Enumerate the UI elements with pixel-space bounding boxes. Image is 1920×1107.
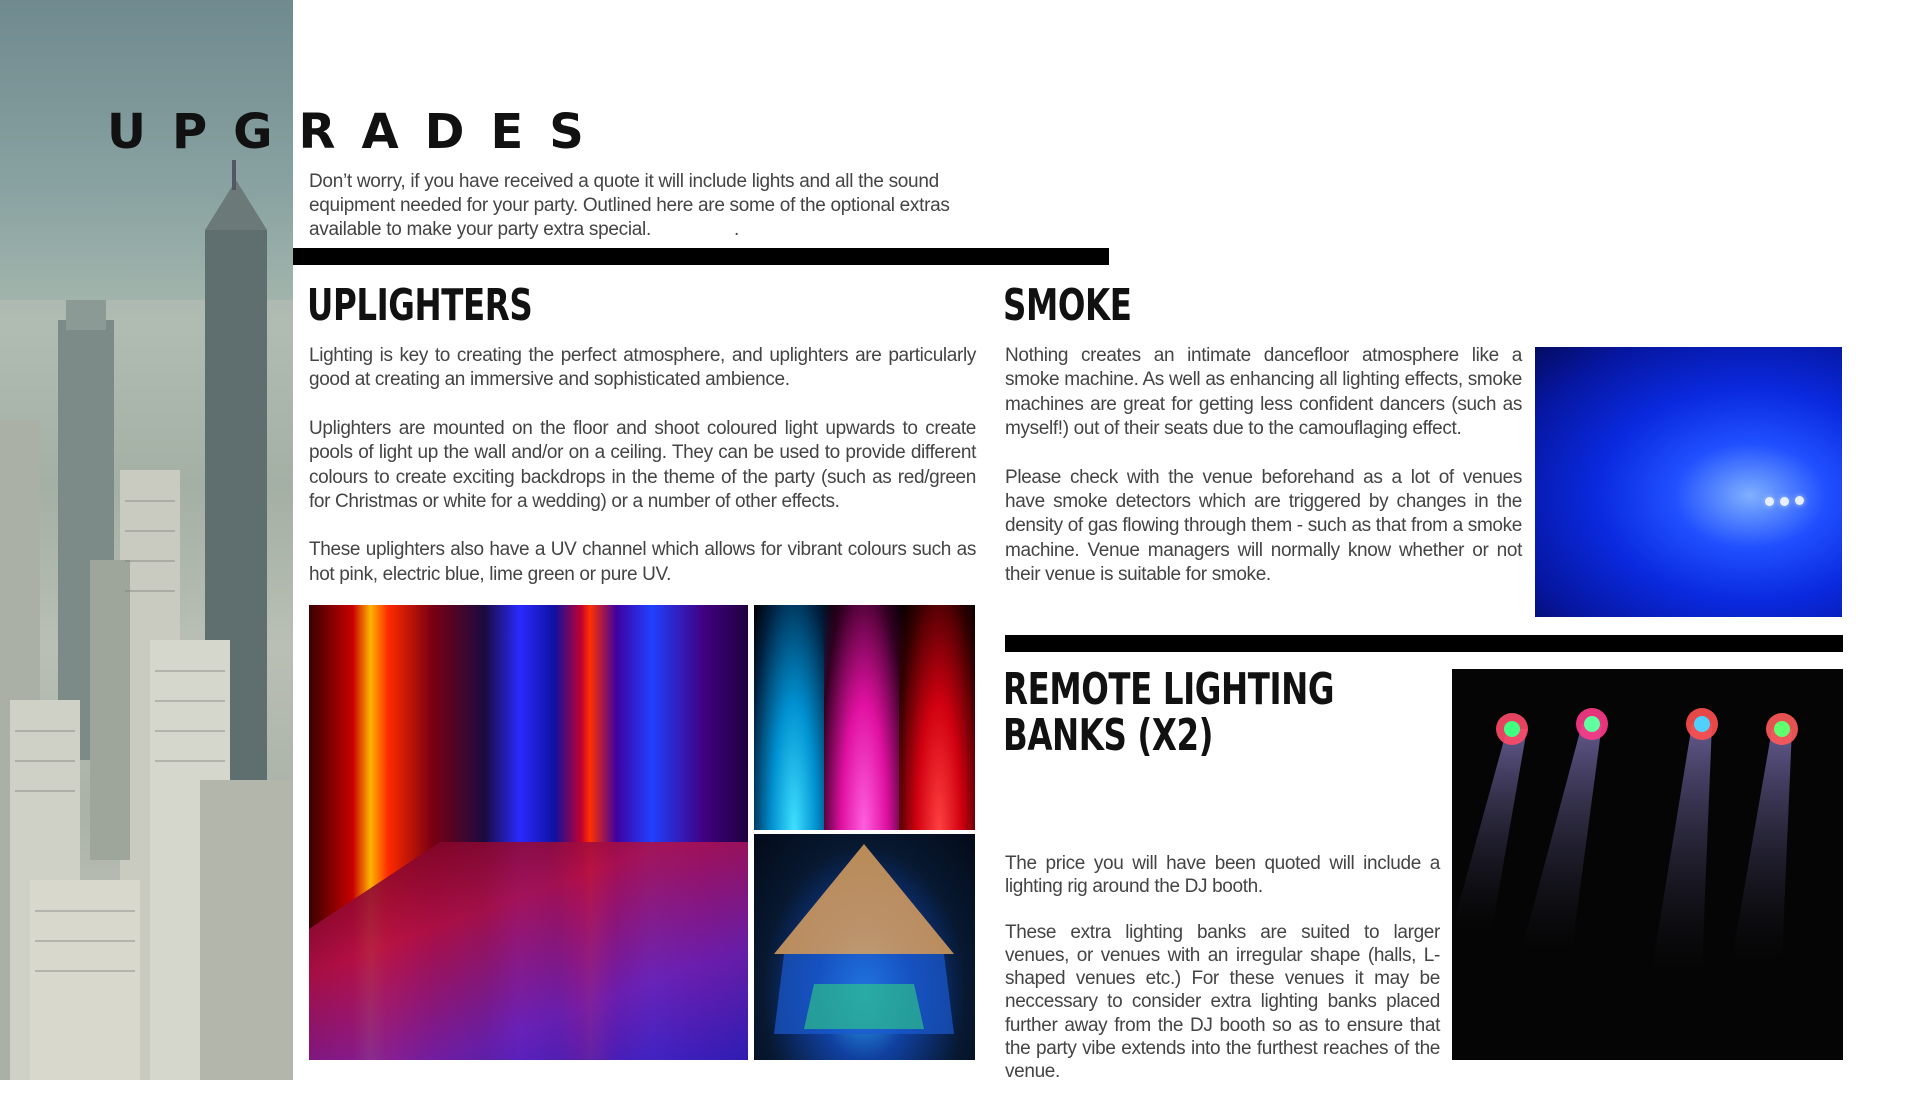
uplighter-colors-photo	[754, 605, 975, 830]
remote-lighting-section	[1003, 664, 1433, 761]
smoke-body	[1005, 344, 1522, 612]
divider-mid	[1005, 635, 1843, 652]
uplighter-wall-photo	[309, 605, 748, 1060]
tipi-tent-photo	[754, 834, 975, 1060]
remote-paragraph-2: These extra lighting banks are suited to larger venues, or venues with an irregular shape (halls, L-shaped venues etc.) For these venues it may be neccessary to consider extra lighting banks placed further away from the DJ booth so as to ensure that the party vibe extends into the furthest reaches of the venue.	[1005, 921, 1440, 1083]
divider-top	[293, 248, 1109, 265]
lighting-banks-photo	[1452, 669, 1843, 1060]
page-title: UPGRADES	[107, 104, 610, 160]
uplighter-floor-reflection	[309, 842, 748, 1060]
remote-heading-line-1: REMOTE LIGHTING	[1003, 664, 1335, 715]
red-glow	[899, 605, 975, 830]
smoke-section	[1003, 282, 1503, 330]
remote-paragraph-1: The price you will have been quoted will include a lighting rig around the DJ booth.	[1005, 853, 1440, 898]
remote-heading-line-2: BANKS (X2)	[1003, 710, 1214, 761]
uplighters-section	[307, 282, 977, 330]
uplighters-paragraph-2: Uplighters are mounted on the floor and shoot coloured light upwards to create pools of light up the wall and/or on a ceiling. They can be used to provide different colours to create exciting backdrops in the theme of the party (such as red/green for Christmas or white for a wedding) or a number of other effects.	[309, 417, 976, 513]
tipi-shape	[754, 834, 975, 1060]
remote-body	[1005, 852, 1440, 1107]
intro-paragraph: Don’t worry, if you have received a quote it will include lights and all the sound equipment needed for your party. Outlined here are some of the optional extras available to make your party extra special.	[309, 171, 950, 240]
uplighters-body	[309, 344, 976, 611]
uplighters-paragraph-1: Lighting is key to creating the perfect atmosphere, and uplighters are particularly good at creating an immersive and sophisticated ambience.	[309, 345, 976, 391]
magenta-glow	[824, 605, 904, 830]
smoke-paragraph-1: Nothing creates an intimate dancefloor atmosphere like a smoke machine. As well as enhancing all lighting effects, smoke machines are great for getting less confident dancers (such as myself!) out of their seats due to the camouflaging effect.	[1005, 345, 1522, 440]
intro-trailing-dot: .	[733, 219, 739, 240]
uplighters-paragraph-3: These uplighters also have a UV channel which allows for vibrant colours such as hot pink, electric blue, lime green or pure UV.	[309, 539, 976, 585]
smoke-paragraph-2: Please check with the venue beforehand as a lot of venues have smoke detectors which are triggered by changes in the density of gas flowing through them - such as that from a smoke machine. Venue managers will normally know whether or not their venue is suitable for smoke.	[1005, 466, 1522, 586]
smoke-machine-photo	[1535, 347, 1842, 617]
uplighters-heading: UPLIGHTERS	[307, 280, 533, 331]
intro-text	[309, 170, 979, 242]
light-beams	[1452, 669, 1843, 1060]
cyan-glow	[754, 605, 834, 830]
smoke-heading: SMOKE	[1003, 280, 1132, 331]
